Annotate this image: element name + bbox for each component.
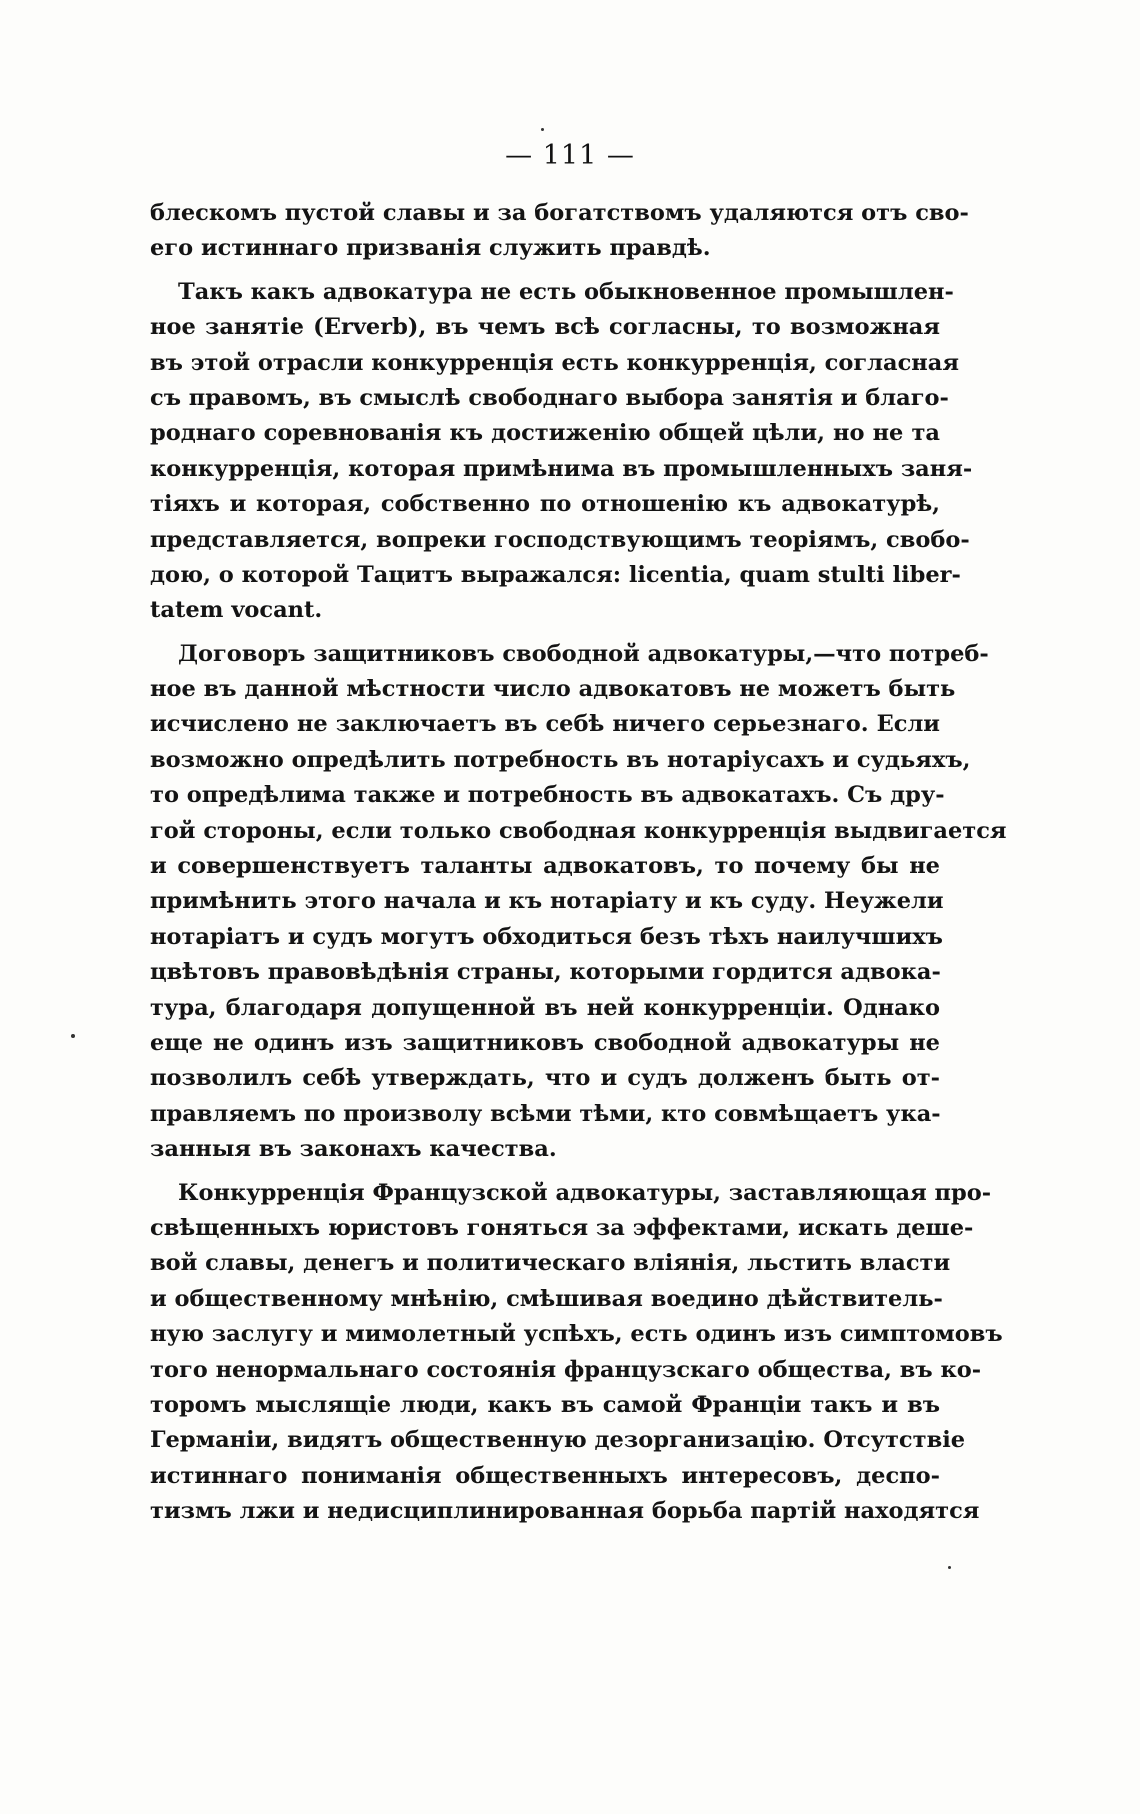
text-line: конкурренція, которая примѣнима въ промышленныхъ заня- [150, 455, 973, 482]
text-line: ную заслугу и мимолетный успѣхъ, есть одинъ изъ симптомовъ [150, 1321, 1003, 1348]
text-line: Германіи, видятъ общественную дезорганизацію. Отсутствіе [150, 1427, 966, 1454]
text-line: Такъ какъ адвокатура не есть обыкновенное промышлен- [178, 278, 954, 305]
text-line: свѣщенныхъ юристовъ гоняться за эффектами, искать деше- [150, 1214, 974, 1241]
text-line: истиннаго пониманія общественныхъ интересовъ, деспо- [150, 1462, 940, 1489]
text-line: ное занятіе (Erverb), въ чемъ всѣ согласны, то возможная [150, 314, 940, 341]
text-line: tatem vocant. [150, 597, 323, 624]
text-line: торомъ мыслящіе люди, какъ въ самой Франціи такъ и въ [150, 1391, 940, 1418]
scan-speck [948, 1566, 951, 1569]
paragraph-4 [150, 1176, 1003, 1530]
text-line: позволилъ себѣ утверждать, что и судъ долженъ быть от- [150, 1065, 940, 1092]
text-line: вой славы, денегъ и политическаго вліянія, льстить власти [150, 1250, 951, 1277]
text-line: его истиннаго призванія служить правдѣ. [150, 235, 711, 262]
text-line: и общественному мнѣнію, смѣшивая воедино дѣйствитель- [150, 1285, 943, 1312]
body-text [150, 196, 1007, 1529]
text-line: цвѣтовъ правовѣдѣнія страны, которыми гордится адвока- [150, 959, 941, 986]
paragraph-1 [150, 196, 969, 267]
text-line: Конкурренція Французской адвокатуры, заставляющая про- [178, 1179, 992, 1206]
text-line: возможно опредѣлить потребность въ нотаріусахъ и судьяхъ, [150, 746, 971, 773]
text-line: того ненормальнаго состоянія французскаго общества, въ ко- [150, 1356, 982, 1383]
scan-speck [541, 128, 544, 131]
text-line: нотаріатъ и судъ могутъ обходиться безъ тѣхъ наилучшихъ [150, 923, 943, 950]
text-line: исчислено не заключаетъ въ себѣ ничего серьезнаго. Если [150, 711, 940, 738]
text-line: тизмъ лжи и недисциплинированная борьба партій находятся [150, 1498, 980, 1525]
text-line: то опредѣлима также и потребность въ адвокатахъ. Съ дру- [150, 782, 945, 809]
text-line: Договоръ защитниковъ свободной адвокатуры,—что потреб- [178, 640, 989, 667]
text-line: блескомъ пустой славы и за богатствомъ удаляются отъ сво- [150, 200, 969, 226]
text-line: занныя въ законахъ качества. [150, 1136, 557, 1163]
text-line: тура, благодаря допущенной въ ней конкурренціи. Однако [150, 994, 940, 1021]
text-line: еще не одинъ изъ защитниковъ свободной адвокатуры не [150, 1029, 940, 1056]
page-number: — 111 — [505, 140, 635, 171]
text-line: и совершенствуетъ таланты адвокатовъ, то почему бы не [150, 853, 940, 880]
scan-speck [71, 1034, 75, 1038]
text-line: въ этой отрасли конкурренція есть конкурренція, согласная [150, 349, 959, 376]
text-line: съ правомъ, въ смыслѣ свободнаго выбора занятія и благо- [150, 384, 949, 411]
text-line: примѣнить этого начала и къ нотаріату и къ суду. Неужели [150, 888, 944, 915]
paragraph-2 [150, 275, 973, 629]
text-line: представляется, вопреки господствующимъ теоріямъ, свобо- [150, 526, 970, 553]
text-line: гой стороны, если только свободная конкурренція выдвигается [150, 817, 1007, 844]
text-line: тіяхъ и которая, собственно по отношенію къ адвокатурѣ, [150, 491, 940, 518]
paragraph-3 [150, 637, 1007, 1168]
text-line: правляемъ по произволу всѣми тѣми, кто совмѣщаетъ ука- [150, 1100, 941, 1127]
text-line: дою, о которой Тацитъ выражался: licentia, quam stulti liber- [150, 561, 961, 588]
text-line: роднаго соревнованія къ достиженію общей цѣли, но не та [150, 420, 940, 447]
text-line: ное въ данной мѣстности число адвокатовъ не можетъ быть [150, 676, 956, 703]
